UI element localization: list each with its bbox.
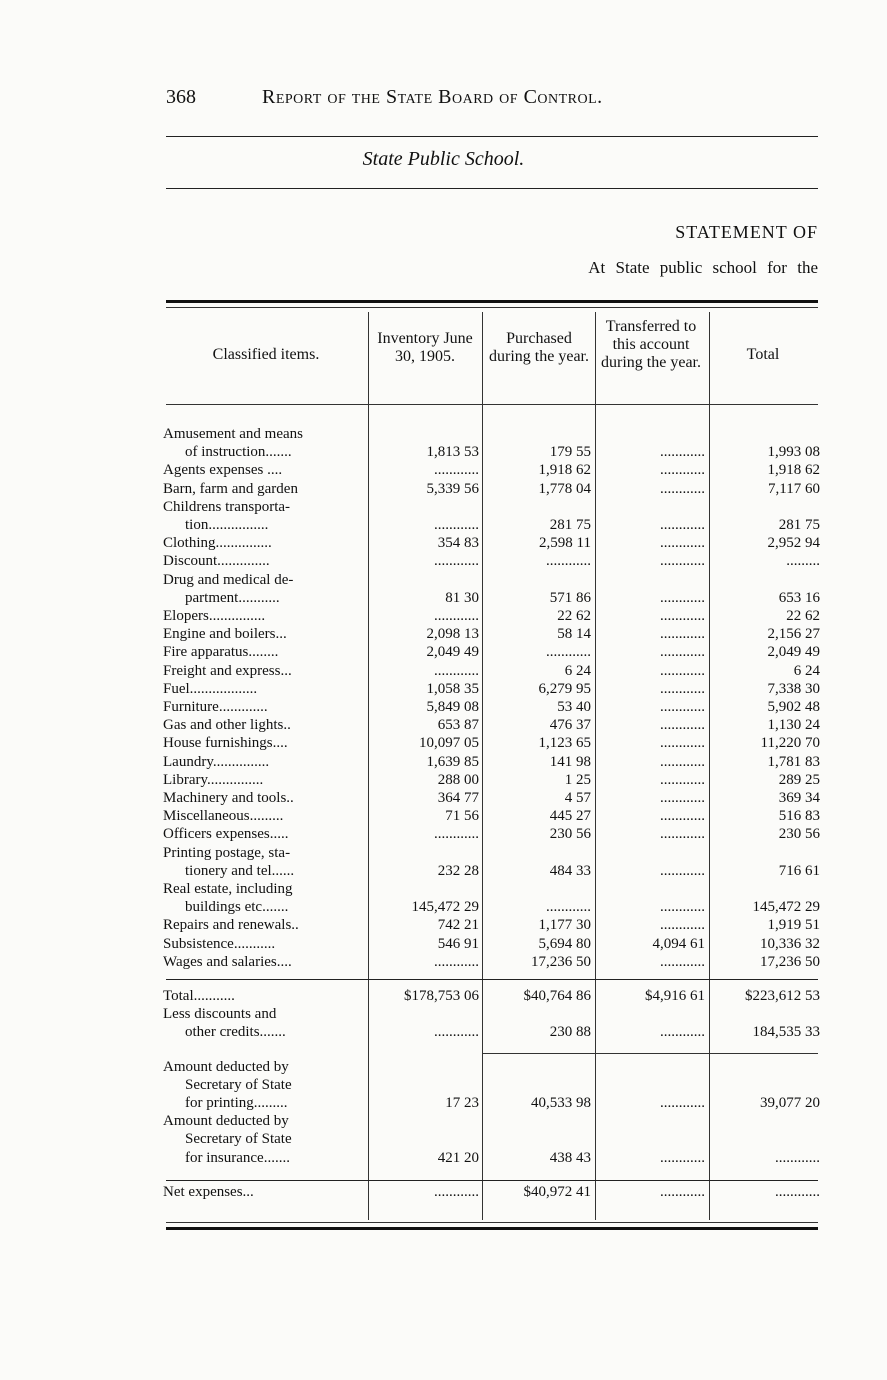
transferred-cell: ............ — [660, 699, 705, 715]
column-header-inventory: Inventory June 30, 1905. — [377, 330, 473, 365]
inventory-cell: 145,472 29 — [411, 899, 479, 916]
purchased-cell: 1,778 04 — [538, 480, 591, 497]
total-cell: 1,781 83 — [767, 753, 820, 770]
row-label: Barn, farm and garden — [163, 480, 298, 497]
row-label: Childrens transporta- — [163, 498, 291, 515]
transferred-cell: ............ — [660, 790, 705, 806]
divider-top — [166, 136, 818, 137]
row-label: for insurance....... — [185, 1149, 290, 1166]
purchased-cell: 53 40 — [557, 699, 591, 715]
transferred-cell: ............ — [660, 1094, 705, 1111]
inventory-cell: ............ — [434, 826, 479, 843]
transferred-cell: ............ — [660, 444, 705, 461]
purchased-cell: 6,279 95 — [538, 680, 591, 697]
transferred-cell: ............ — [660, 771, 705, 788]
total-cell: 6 24 — [793, 662, 820, 679]
row-label: Gas and other lights.. — [163, 717, 291, 734]
total-cell: 1,130 24 — [767, 717, 820, 734]
inventory-cell: 2,098 13 — [426, 626, 479, 643]
transferred-cell: ............ — [660, 1149, 705, 1166]
transferred-cell: ............ — [660, 753, 705, 770]
inventory-cell: ............ — [434, 1183, 479, 1200]
purchased-cell: 1,918 62 — [538, 462, 591, 479]
purchased-cell: 6 24 — [564, 662, 591, 679]
row-label: House furnishings.... — [163, 735, 288, 752]
row-label: Real estate, including — [163, 881, 293, 897]
total-cell: 1,918 62 — [767, 462, 820, 479]
purchased-cell: 1,177 30 — [538, 917, 591, 934]
purchased-cell: 2,598 11 — [539, 535, 591, 552]
total-cell: 2,952 94 — [767, 535, 820, 552]
transferred-cell: ............ — [660, 626, 705, 643]
row-label: other credits....... — [185, 1024, 286, 1041]
inventory-cell: 742 21 — [437, 917, 479, 934]
page-number: 368 — [166, 86, 196, 108]
row-label: Miscellaneous......... — [163, 808, 284, 825]
column-header-purchased: Purchased during the year. — [489, 330, 589, 365]
purchased-cell: 230 88 — [549, 1024, 591, 1041]
purchased-cell: ............ — [546, 553, 591, 570]
transferred-cell: 4,094 61 — [652, 935, 705, 952]
row-label: Less discounts and — [163, 1006, 277, 1023]
transferred-cell: ............ — [660, 826, 705, 843]
total-cell: 145,472 29 — [752, 899, 820, 916]
row-label: Secretary of State — [185, 1131, 292, 1148]
table-bottom-rule-thin — [166, 1222, 818, 1223]
total-cell: 10,336 32 — [760, 935, 820, 952]
purchased-cell: 438 43 — [549, 1149, 591, 1166]
inventory-cell: $178,753 06 — [404, 988, 479, 1004]
total-cell: 22 62 — [786, 608, 820, 624]
row-label: tionery and tel...... — [185, 862, 295, 879]
total-cell: $223,612 53 — [745, 988, 820, 1004]
purchased-cell: 22 62 — [557, 608, 591, 624]
purchased-cell: 141 98 — [549, 753, 591, 770]
row-label: Total........... — [163, 988, 235, 1004]
row-label: Repairs and renewals.. — [163, 917, 299, 934]
column-header-transferred: Transferred to this account during the year. — [601, 318, 701, 371]
row-label: tion................ — [185, 516, 269, 533]
purchased-cell: 476 37 — [549, 717, 591, 734]
inventory-cell: 288 00 — [437, 771, 479, 788]
row-label: Net expenses... — [163, 1183, 254, 1200]
purchased-cell: 281 75 — [549, 516, 591, 533]
column-divider — [595, 312, 596, 1220]
row-label: Freight and express... — [163, 662, 292, 679]
total-cell: 1,993 08 — [767, 444, 820, 461]
transferred-cell: ............ — [660, 917, 705, 934]
row-label: Amount deducted by — [163, 1113, 289, 1130]
purchased-cell: 5,694 80 — [538, 935, 591, 952]
row-label: Library............... — [163, 771, 264, 788]
total-cell: ............ — [775, 1149, 820, 1166]
total-cell: ......... — [786, 553, 820, 570]
row-label: Printing postage, sta- — [163, 844, 291, 861]
transferred-cell: ............ — [660, 644, 705, 661]
total-cell: 1,919 51 — [767, 917, 820, 934]
inventory-cell: ............ — [434, 953, 479, 970]
table-bottom-rule — [166, 1227, 818, 1230]
row-label: for printing......... — [185, 1094, 288, 1111]
purchased-cell: 1 25 — [564, 771, 591, 788]
row-label: Fuel.................. — [163, 680, 258, 697]
transferred-cell: ............ — [660, 608, 705, 624]
column-divider — [482, 312, 483, 1220]
purchased-cell: 4 57 — [564, 790, 591, 806]
statement-subheading: At State public school for the — [588, 258, 818, 277]
total-rule — [166, 979, 818, 980]
purchased-cell: 484 33 — [549, 862, 591, 879]
inventory-cell: 354 83 — [437, 535, 479, 552]
inventory-cell: 81 30 — [445, 589, 479, 606]
total-cell: 39,077 20 — [760, 1094, 820, 1111]
row-label: Elopers............... — [163, 608, 266, 624]
purchased-cell: $40,972 41 — [523, 1183, 591, 1200]
row-label: Engine and boilers... — [163, 626, 287, 643]
inventory-cell: ............ — [434, 516, 479, 533]
purchased-cell: 1,123 65 — [538, 735, 591, 752]
row-label: Amusement and means — [163, 426, 303, 442]
row-label: partment........... — [185, 589, 280, 606]
transferred-cell: ............ — [660, 535, 705, 552]
inventory-cell: 10,097 05 — [419, 735, 479, 752]
header-bottom-rule — [166, 404, 818, 405]
transferred-cell: ............ — [660, 953, 705, 970]
section-subtitle: State Public School. — [362, 148, 525, 170]
net-rule — [166, 1180, 818, 1181]
inventory-cell: 1,058 35 — [426, 680, 479, 697]
total-cell: 289 25 — [778, 771, 820, 788]
total-cell: 2,049 49 — [767, 644, 820, 661]
row-label: Officers expenses..... — [163, 826, 289, 843]
total-cell: 653 16 — [778, 589, 820, 606]
inventory-cell: 232 28 — [437, 862, 479, 879]
table-top-rule-thin — [166, 307, 818, 308]
inventory-cell: 421 20 — [437, 1149, 479, 1166]
total-cell: 7,338 30 — [767, 680, 820, 697]
purchased-cell: 445 27 — [549, 808, 591, 825]
table-top-rule — [166, 300, 818, 303]
transferred-cell: ............ — [660, 808, 705, 825]
row-label: Agents expenses .... — [163, 462, 283, 479]
transferred-cell: ............ — [660, 662, 705, 679]
transferred-cell: ............ — [660, 735, 705, 752]
transferred-cell: ............ — [660, 862, 705, 879]
transferred-cell: ............ — [660, 480, 705, 497]
row-label: Laundry............... — [163, 753, 270, 770]
inventory-cell: 546 91 — [437, 935, 479, 952]
inventory-cell: 1,813 53 — [426, 444, 479, 461]
inventory-cell: 653 87 — [437, 717, 479, 734]
inventory-cell: 5,849 08 — [426, 699, 479, 715]
purchased-cell: 571 86 — [549, 589, 591, 606]
transferred-cell: ............ — [660, 1183, 705, 1200]
purchased-cell: 17,236 50 — [531, 953, 591, 970]
purchased-cell: 179 55 — [549, 444, 591, 461]
total-cell: 369 34 — [778, 790, 820, 806]
row-label: Machinery and tools.. — [163, 790, 294, 806]
purchased-cell: $40,764 86 — [523, 988, 591, 1004]
purchased-cell: ............ — [546, 899, 591, 916]
divider-subtitle — [166, 188, 818, 189]
transferred-cell: ............ — [660, 680, 705, 697]
total-cell: ............ — [775, 1183, 820, 1200]
purchased-cell: 40,533 98 — [531, 1094, 591, 1111]
column-header-classified-items: Classified items. — [212, 346, 320, 363]
inventory-cell: ............ — [434, 1024, 479, 1041]
inventory-cell: 5,339 56 — [426, 480, 479, 497]
subtotal-rule — [483, 1053, 818, 1054]
inventory-cell: 1,639 85 — [426, 753, 479, 770]
row-label: Fire apparatus........ — [163, 644, 279, 661]
transferred-cell: ............ — [660, 899, 705, 916]
transferred-cell: ............ — [660, 1024, 705, 1041]
row-label: Wages and salaries.... — [163, 953, 292, 970]
transferred-cell: ............ — [660, 717, 705, 734]
inventory-cell: 71 56 — [445, 808, 479, 825]
column-divider — [709, 312, 710, 1220]
total-cell: 7,117 60 — [768, 480, 820, 497]
total-cell: 281 75 — [778, 516, 820, 533]
row-label: Clothing............... — [163, 535, 272, 552]
row-label: Furniture............. — [163, 699, 268, 715]
transferred-cell: $4,916 61 — [645, 988, 705, 1004]
total-cell: 230 56 — [778, 826, 820, 843]
total-cell: 716 61 — [778, 862, 820, 879]
row-label: buildings etc....... — [185, 899, 289, 916]
inventory-cell: ............ — [434, 608, 479, 624]
transferred-cell: ............ — [660, 516, 705, 533]
total-cell: 5,902 48 — [767, 699, 820, 715]
row-label: Amount deducted by — [163, 1058, 289, 1075]
total-cell: 11,220 70 — [760, 735, 820, 752]
transferred-cell: ............ — [660, 589, 705, 606]
inventory-cell: ............ — [434, 462, 479, 479]
total-cell: 17,236 50 — [760, 953, 820, 970]
column-header-total: Total — [746, 346, 780, 363]
transferred-cell: ............ — [660, 553, 705, 570]
row-label: Subsistence........... — [163, 935, 276, 952]
purchased-cell: 230 56 — [549, 826, 591, 843]
row-label: Secretary of State — [185, 1076, 292, 1093]
row-label: Discount.............. — [163, 553, 270, 570]
row-label: Drug and medical de- — [163, 571, 294, 588]
purchased-cell: 58 14 — [557, 626, 591, 643]
statement-heading: STATEMENT OF — [675, 222, 818, 242]
total-cell: 184,535 33 — [752, 1024, 820, 1041]
inventory-cell: ............ — [434, 553, 479, 570]
total-cell: 2,156 27 — [767, 626, 820, 643]
inventory-cell: 2,049 49 — [426, 644, 479, 661]
purchased-cell: ............ — [546, 644, 591, 661]
total-cell: 516 83 — [778, 808, 820, 825]
inventory-cell: ............ — [434, 662, 479, 679]
row-label: of instruction....... — [185, 444, 292, 461]
inventory-cell: 17 23 — [445, 1094, 479, 1111]
running-head: Report of the State Board of Control. — [262, 86, 603, 108]
inventory-cell: 364 77 — [437, 790, 479, 806]
transferred-cell: ............ — [660, 462, 705, 479]
